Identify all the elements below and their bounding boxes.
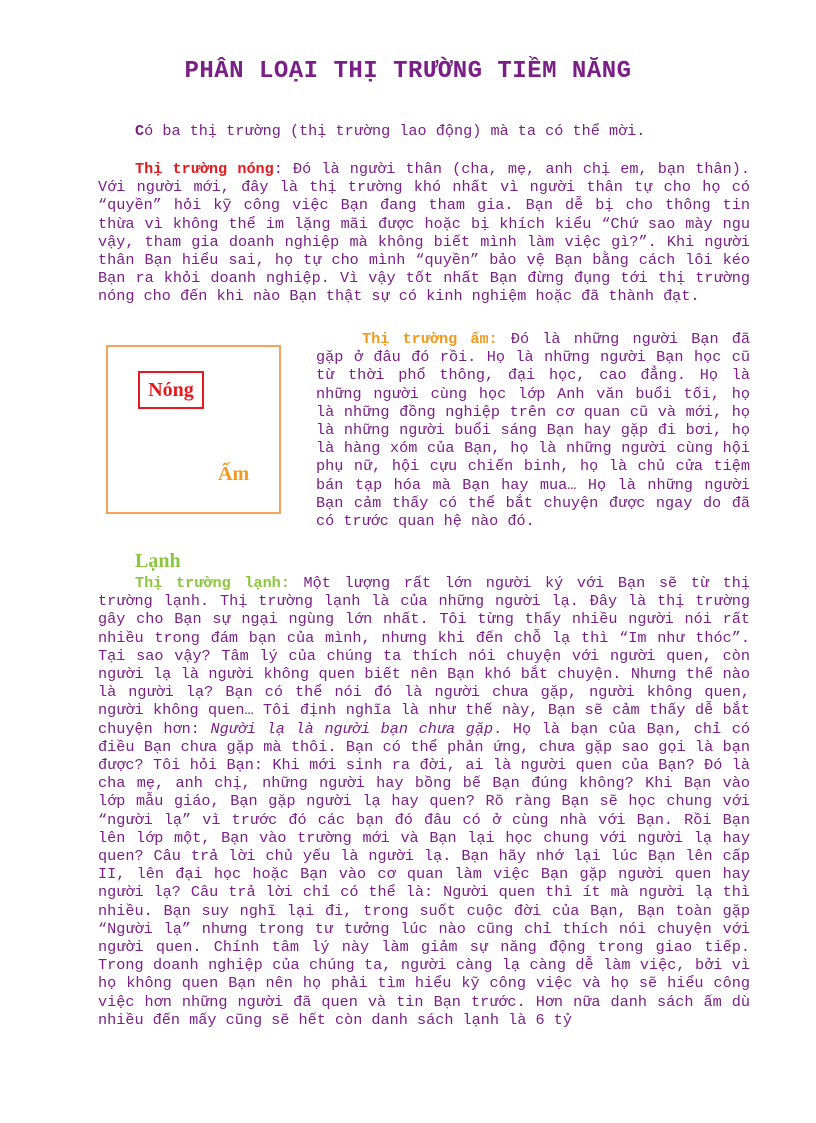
warm-market-label: Thị trường ấm: xyxy=(362,330,498,348)
hot-market-label: Thị trường nóng xyxy=(135,160,274,178)
intro-paragraph xyxy=(135,122,695,140)
intro-text: ó ba thị trường (thị trường lao động) mà ta có thể mời. xyxy=(144,122,646,140)
warm-market-text: Đó là những người Bạn đã gặp ở đâu đó rồi. Họ là những người Bạn học cũ từ thời phổ thông, đại học, cao đẳng. Họ là những người cùng học lớp Anh văn buổi tối, họ là những đồng nghiệp trên cơ quan cũ và mới, họ là những người buổi sáng Bạn hay gặp đi bơi, họ là hàng xóm của Bạn, họ là những người cùng hội phụ nữ, hội cựu chiến binh, họ là chủ cửa tiệm bán tạp hóa mà Bạn hay mua… Họ là những người Bạn cảm thấy có thể bắt chuyện được ngay do đã có trước quan hệ nào đó. xyxy=(316,330,750,531)
cold-market-text: Một lượng rất lớn người ký với Bạn sẽ từ thị trường lạnh. Thị trường lạnh là của những người lạ. Đây là thị trường gây cho Bạn sự ngại ngùng lớn nhất. Tôi từng thấy nhiều người nói rất nhiều trong đám bạn của mình, nhưng khi đến chỗ lạ thì “Im như thóc”. Tại sao vậy? Tâm lý của chúng ta thích nói chuyện với người quen, còn người lạ là người không quen biết nên Bạn khó bắt chuyện. Nhưng thế nào là người lạ? Bạn có thể nói đó là người chưa gặp, người không quen, người không quen… Tôi định nghĩa là như thế này, Bạn sẽ cảm thấy dễ bắt chuyện hơn: xyxy=(98,574,750,738)
diagram-hot-label: Nóng xyxy=(138,371,204,409)
market-diagram xyxy=(106,345,281,514)
diagram-warm-label: Ấm xyxy=(218,463,250,485)
warm-market-paragraph xyxy=(316,330,750,530)
hot-market-paragraph xyxy=(98,160,750,306)
cold-market-emphasis: Người lạ là người bạn chưa gặp xyxy=(210,719,494,738)
cold-market-label: Thị trường lạnh: xyxy=(135,574,290,592)
hot-market-text: : Đó là người thân (cha, mẹ, anh chị em, bạn thân). Với người mới, đây là thị trường khó nhất vì người thân tự cho họ có “quyền” hỏi kỹ công việc Bạn đang tham gia. Bạn dễ bị cho thông tin thừa vì không thể im lặng mãi được hoặc bị khích kiểu “Chứ sao mày ngu vậy, tham gia doanh nghiệp mà không biết mình làm việc gì?”. Khi người thân Bạn hiểu sai, họ tự cho mình “quyền” bảo vệ Bạn bằng cách lôi kéo Bạn ra khỏi doanh nghiệp. Vì vậy tốt nhất Bạn đừng đụng tới thị trường nóng cho đến khi nào Bạn thật sự có kinh nghiệm hoặc đã thành đạt. xyxy=(98,160,750,306)
diagram-cold-label: Lạnh xyxy=(135,550,181,572)
cold-market-paragraph xyxy=(98,574,750,1029)
page-title: PHÂN LOẠI THỊ TRƯỜNG TIỀM NĂNG xyxy=(184,58,632,85)
cold-market-text-continued: . Họ là bạn của Bạn, chỉ có điều Bạn chưa gặp mà thôi. Bạn có thể phản ứng, chưa gặp sao gọi là bạn được? Tôi hỏi Bạn: Khi mới sinh ra đời, ai là người quen của Bạn? Đó là cha mẹ, anh chị, những người hay bồng bế Bạn đúng không? Khi Bạn vào lớp mẫu giáo, Bạn gặp người lạ hay quen? Rõ ràng Bạn sẽ học chung với “người lạ” vì trước đó các bạn đó đâu có ở cùng nhà với Bạn. Rồi Bạn lên lớp một, Bạn vào trường mới và Bạn lại học chung với người lạ hay quen? Câu trả lời chủ yếu là người lạ. Bạn hãy nhớ lại lúc Bạn lên cấp II, lên đại học hoặc Bạn vào cơ quan làm việc Bạn gặp người quen hay người lạ? Câu trả lời chỉ có thể là: Người quen thì ít mà người lạ thì nhiều. Bạn suy nghĩ lại đi, trong suốt cuộc đời của Bạn, Bạn toàn gặp “Người lạ” nhưng trong tư tưởng lúc nào cũng chỉ thích nói chuyện với người quen. Chính tâm lý này làm giảm sự năng động trong giao tiếp. Trong doanh nghiệp của chúng ta, người càng lạ càng dễ làm việc, bởi vì họ không quen Bạn nên họ phải tìm hiểu kỹ công việc và họ sẽ hiểu công việc hơn những người đã quen và tin Bạn trước. Hơn nữa danh sách ấm dù nhiều đến mấy cũng sẽ hết còn danh sách lạnh là 6 tỷ xyxy=(98,719,750,1029)
drop-letter: C xyxy=(135,122,145,140)
